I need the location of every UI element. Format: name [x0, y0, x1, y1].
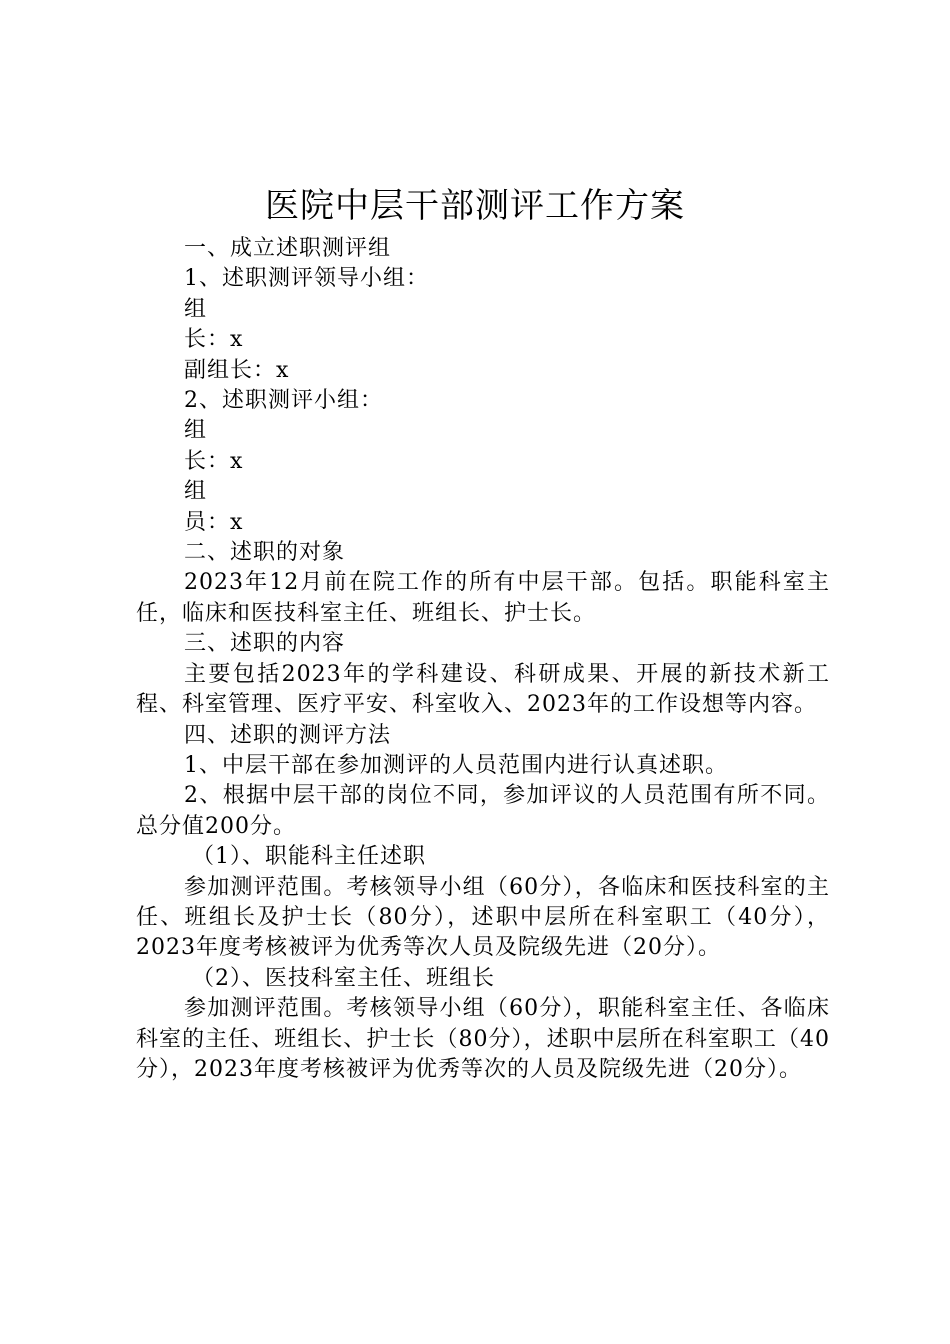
body-paragraph: 1、中层干部在参加测评的人员范围内进行认真述职。 — [184, 752, 728, 778]
paragraph-line: 组 — [184, 418, 208, 444]
paragraph-line: 长：x — [184, 448, 244, 474]
subheading-evaluation-group: 2、述职测评小组： — [184, 388, 383, 414]
body-paragraph: 2023年12月前在院工作的所有中层干部。包括。职能科室主任，临床和医技科室主任、班组长、护士长。 — [136, 570, 830, 626]
section-heading-3: 三、述职的内容 — [184, 631, 346, 657]
section-heading-1: 一、成立述职测评组 — [184, 236, 392, 261]
document-body — [136, 234, 830, 1085]
body-paragraph: 主要包括2023年的学科建设、科研成果、开展的新技术新工程、科室管理、医疗平安、科室收入、2023年的工作设想等内容。 — [136, 661, 830, 718]
body-paragraph: 2、根据中层干部的岗位不同，参加评议的人员范围有所不同。总分值200分。 — [136, 783, 830, 839]
subheading-leadership-group: 1、述职测评领导小组： — [184, 266, 429, 292]
paragraph-line: 组 — [184, 479, 208, 505]
section-heading-4: 四、述职的测评方法 — [184, 722, 392, 748]
paragraph-line: 长：x — [184, 327, 244, 353]
paragraph-line: 员：x — [184, 509, 244, 535]
document-title: 医院中层干部测评工作方案 — [265, 186, 685, 226]
body-paragraph: 参加测评范围。考核领导小组（60分），职能科室主任、各临床科室的主任、班组长、护士长（80分），述职中层所在科室职工（40分），2023年度考核被评为优秀等次的人员及院级先进（20分）。 — [136, 996, 830, 1082]
subsection-heading: （1）、职能科主任述职 — [192, 844, 426, 870]
body-paragraph: 参加测评范围。考核领导小组（60分），各临床和医技科室的主任、班组长及护士长（80分），述职中层所在科室职工（40分），2023年度考核被评为优秀等次人员及院级先进（20分）。 — [136, 874, 830, 961]
section-heading-2: 二、述职的对象 — [184, 540, 346, 566]
paragraph-line: 组 — [184, 296, 208, 322]
subsection-heading: （2）、医技科室主任、班组长 — [192, 965, 495, 991]
paragraph-line: 副组长：x — [184, 357, 290, 383]
